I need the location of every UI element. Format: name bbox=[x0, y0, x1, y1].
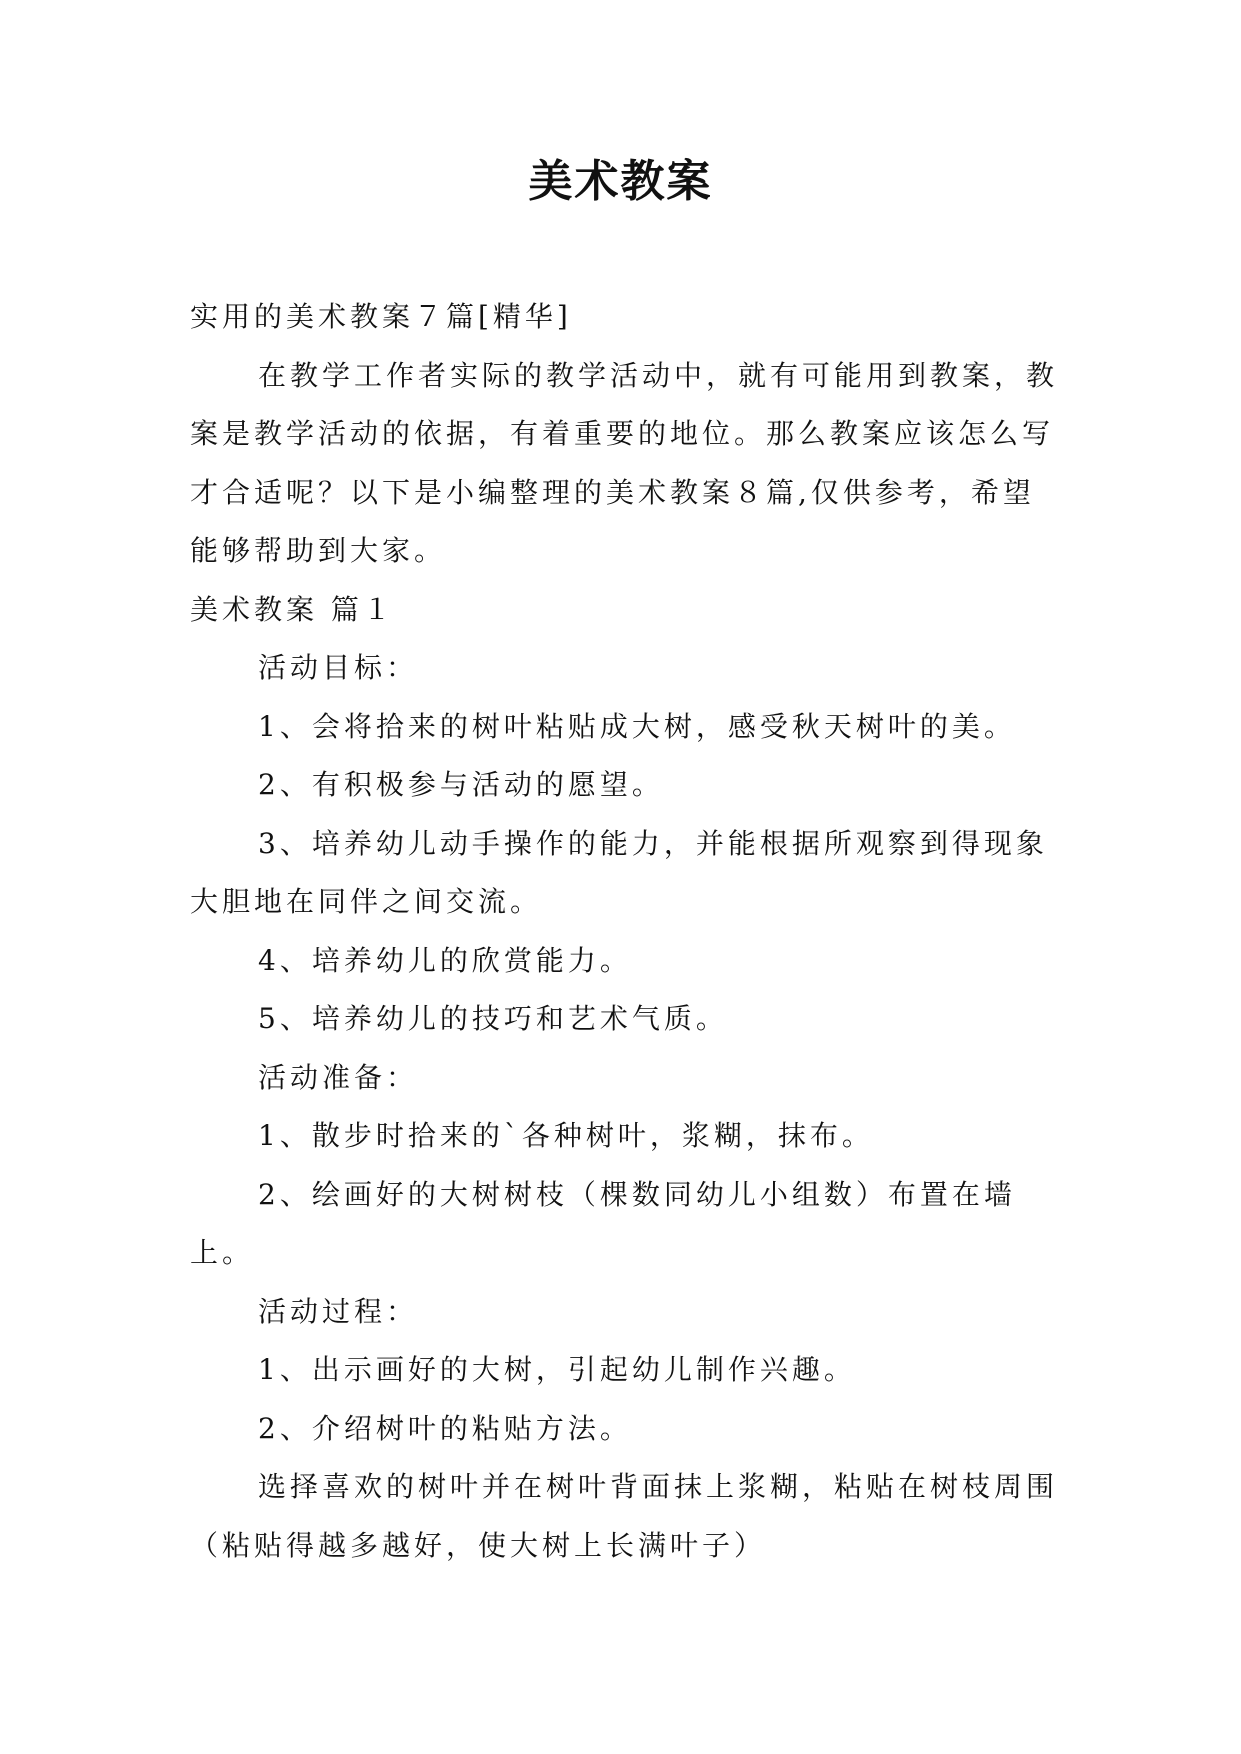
subheading-preparation: 活动准备： bbox=[258, 1060, 419, 1094]
list-item: 2、绘画好的大树树枝（棵数同幼儿小组数）布置在墙上。 bbox=[190, 1177, 1016, 1269]
list-item: 2、有积极参与活动的愿望。 bbox=[258, 768, 664, 801]
section-heading: 美术教案 篇１ bbox=[190, 592, 395, 626]
document-body bbox=[190, 288, 1060, 1575]
paragraph-body: 选择喜欢的树叶并在树叶背面抹上浆糊，粘贴在树枝周围（粘贴得越多越好，使大树上长满叶子） bbox=[190, 1470, 1059, 1562]
list-item: 4、培养幼儿的欣赏能力。 bbox=[258, 943, 632, 977]
list-item: 1、散步时拾来的`各种树叶，浆糊，抹布。 bbox=[258, 1119, 874, 1152]
paragraph-intro: 在教学工作者实际的教学活动中，就有可能用到教案，教案是教学活动的依据，有着重要的地位。那么教案应该怎么写才合适呢？以下是小编整理的美术教案８篇,仅供参考，希望能够帮助到大家。 bbox=[190, 358, 1059, 567]
paragraph-subtitle: 实用的美术教案７篇[精华] bbox=[190, 300, 572, 333]
document-title: 美术教案 bbox=[528, 156, 713, 207]
subheading-process: 活动过程： bbox=[258, 1294, 419, 1328]
subheading-goals: 活动目标： bbox=[258, 651, 419, 684]
list-item: 5、培养幼儿的技巧和艺术气质。 bbox=[258, 1002, 728, 1035]
list-item: 1、会将拾来的树叶粘贴成大树，感受秋天树叶的美。 bbox=[258, 709, 1016, 743]
list-item: 3、培养幼儿动手操作的能力，并能根据所观察到得现象大胆地在同伴之间交流。 bbox=[190, 826, 1048, 918]
list-item: 1、出示画好的大树，引起幼儿制作兴趣。 bbox=[258, 1353, 856, 1386]
list-item: 2、介绍树叶的粘贴方法。 bbox=[258, 1411, 632, 1445]
